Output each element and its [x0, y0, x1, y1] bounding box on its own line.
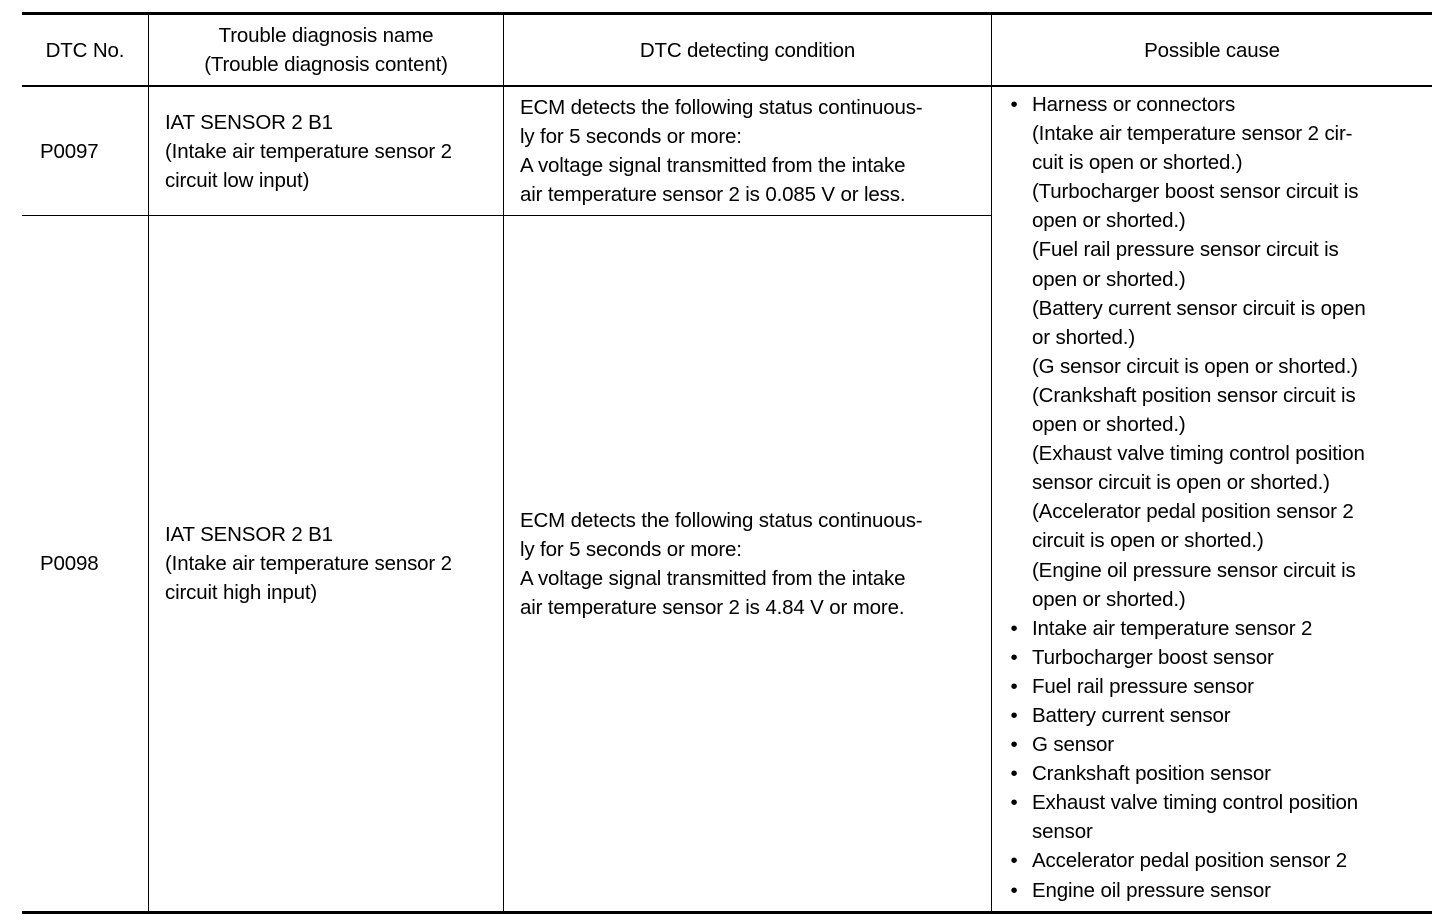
cause-sub-line: open or shorted.): [1032, 413, 1186, 437]
cause-sub-line: circuit is open or shorted.): [1032, 529, 1264, 553]
cause-sub-line: open or shorted.): [1032, 587, 1186, 611]
cause-line: G sensor: [1032, 733, 1114, 757]
bullet-icon: •: [1010, 762, 1018, 786]
diagnosis-name-line: circuit high input): [165, 581, 318, 604]
cause-line: Harness or connectors: [1032, 93, 1236, 116]
cause-item: [1006, 788, 1431, 846]
cause-line: sensor: [1032, 820, 1093, 844]
dtc-code: P0098: [40, 552, 99, 575]
bullet-icon: •: [1010, 93, 1018, 116]
cause-line: Turbocharger boost sensor: [1032, 645, 1274, 669]
bullet-icon: •: [1010, 616, 1018, 640]
cause-line: Crankshaft position sensor: [1032, 762, 1271, 786]
diagnosis-name-line: IAT SENSOR 2 B1: [165, 110, 333, 134]
cause-sub-line: or shorted.): [1032, 325, 1136, 349]
cause-item: [1006, 701, 1431, 730]
diagnosis-name-cell: [165, 216, 501, 911]
diagnosis-name-line: circuit low input): [165, 168, 310, 192]
cause-item: [1006, 643, 1431, 672]
header-name-line: (Trouble diagnosis content): [204, 53, 448, 76]
dtc-code: P0097: [40, 139, 99, 163]
bullet-icon: •: [1010, 674, 1018, 698]
cause-item: [1006, 876, 1431, 905]
column-divider: [503, 14, 504, 912]
condition-line: ly for 5 seconds or more:: [520, 537, 742, 561]
condition-line: ECM detects the following status continuous-: [520, 508, 923, 532]
cause-sub-line: (Exhaust valve timing control position: [1032, 442, 1365, 466]
bullet-icon: •: [1010, 703, 1018, 727]
header-dtc-no: [22, 15, 148, 85]
table-bottom-border: [22, 911, 1432, 914]
header-trouble-diagnosis-name: [149, 15, 503, 85]
diagnosis-name-line: (Intake air temperature sensor 2: [165, 552, 452, 575]
cause-item: [1006, 90, 1431, 614]
condition-line: air temperature sensor 2 is 0.085 V or less.: [520, 183, 906, 206]
dtc-code-cell: [40, 87, 145, 215]
column-divider: [991, 14, 992, 912]
detecting-condition-cell: [520, 87, 990, 215]
condition-line: A voltage signal transmitted from the intake: [520, 154, 906, 177]
bullet-icon: •: [1010, 791, 1018, 815]
cause-item: [1006, 730, 1431, 759]
cause-item: [1006, 846, 1431, 875]
cause-line: Exhaust valve timing control position: [1032, 791, 1359, 815]
cause-line: Accelerator pedal position sensor 2: [1032, 849, 1347, 873]
cause-sub-line: (Fuel rail pressure sensor circuit is: [1032, 238, 1339, 262]
cause-line: Engine oil pressure sensor: [1032, 878, 1271, 902]
cause-item: [1006, 614, 1431, 643]
diagnosis-name-line: IAT SENSOR 2 B1: [165, 523, 333, 546]
cause-sub-line: cuit is open or shorted.): [1032, 151, 1243, 175]
diagnosis-name-line: (Intake air temperature sensor 2: [165, 139, 452, 163]
column-divider: [148, 14, 149, 912]
diagnosis-name-cell: [165, 87, 501, 215]
cause-sub-line: (Battery current sensor circuit is open: [1032, 296, 1366, 320]
detecting-condition-cell: [520, 216, 990, 911]
bullet-icon: •: [1010, 878, 1018, 902]
condition-line: ECM detects the following status continuous-: [520, 96, 923, 119]
cause-sub-line: (Crankshaft position sensor circuit is: [1032, 383, 1356, 407]
cause-line: Fuel rail pressure sensor: [1032, 674, 1254, 698]
cause-sub-line: (Accelerator pedal position sensor 2: [1032, 500, 1354, 524]
condition-line: A voltage signal transmitted from the intake: [520, 566, 906, 590]
cause-sub-line: open or shorted.): [1032, 267, 1186, 291]
header-condition-label: DTC detecting condition: [639, 38, 856, 62]
possible-cause-list: [1006, 90, 1431, 905]
dtc-code-cell: [40, 216, 145, 911]
cause-line: Intake air temperature sensor 2: [1032, 616, 1313, 640]
cause-sub-line: sensor circuit is open or shorted.): [1032, 471, 1330, 495]
header-name-line: Trouble diagnosis name: [218, 24, 434, 47]
cause-sub-line: (Intake air temperature sensor 2 cir-: [1032, 122, 1353, 146]
cause-sub-line: (G sensor circuit is open or shorted.): [1032, 354, 1358, 378]
cause-item: [1006, 759, 1431, 788]
condition-line: ly for 5 seconds or more:: [520, 125, 742, 148]
cause-item: [1006, 672, 1431, 701]
cause-sub-line: (Turbocharger boost sensor circuit is: [1032, 180, 1359, 204]
cause-line: Battery current sensor: [1032, 703, 1231, 727]
condition-line: air temperature sensor 2 is 4.84 V or more.: [520, 595, 905, 619]
bullet-icon: •: [1010, 849, 1018, 873]
header-dtc-detecting-condition: [504, 15, 991, 85]
header-dtc-no-label: DTC No.: [45, 38, 125, 62]
cause-sub-line: open or shorted.): [1032, 209, 1186, 233]
header-possible-cause: [992, 15, 1432, 85]
bullet-icon: •: [1010, 645, 1018, 669]
header-cause-label: Possible cause: [1144, 38, 1280, 62]
cause-sub-line: (Engine oil pressure sensor circuit is: [1032, 558, 1356, 582]
bullet-icon: •: [1010, 733, 1018, 757]
